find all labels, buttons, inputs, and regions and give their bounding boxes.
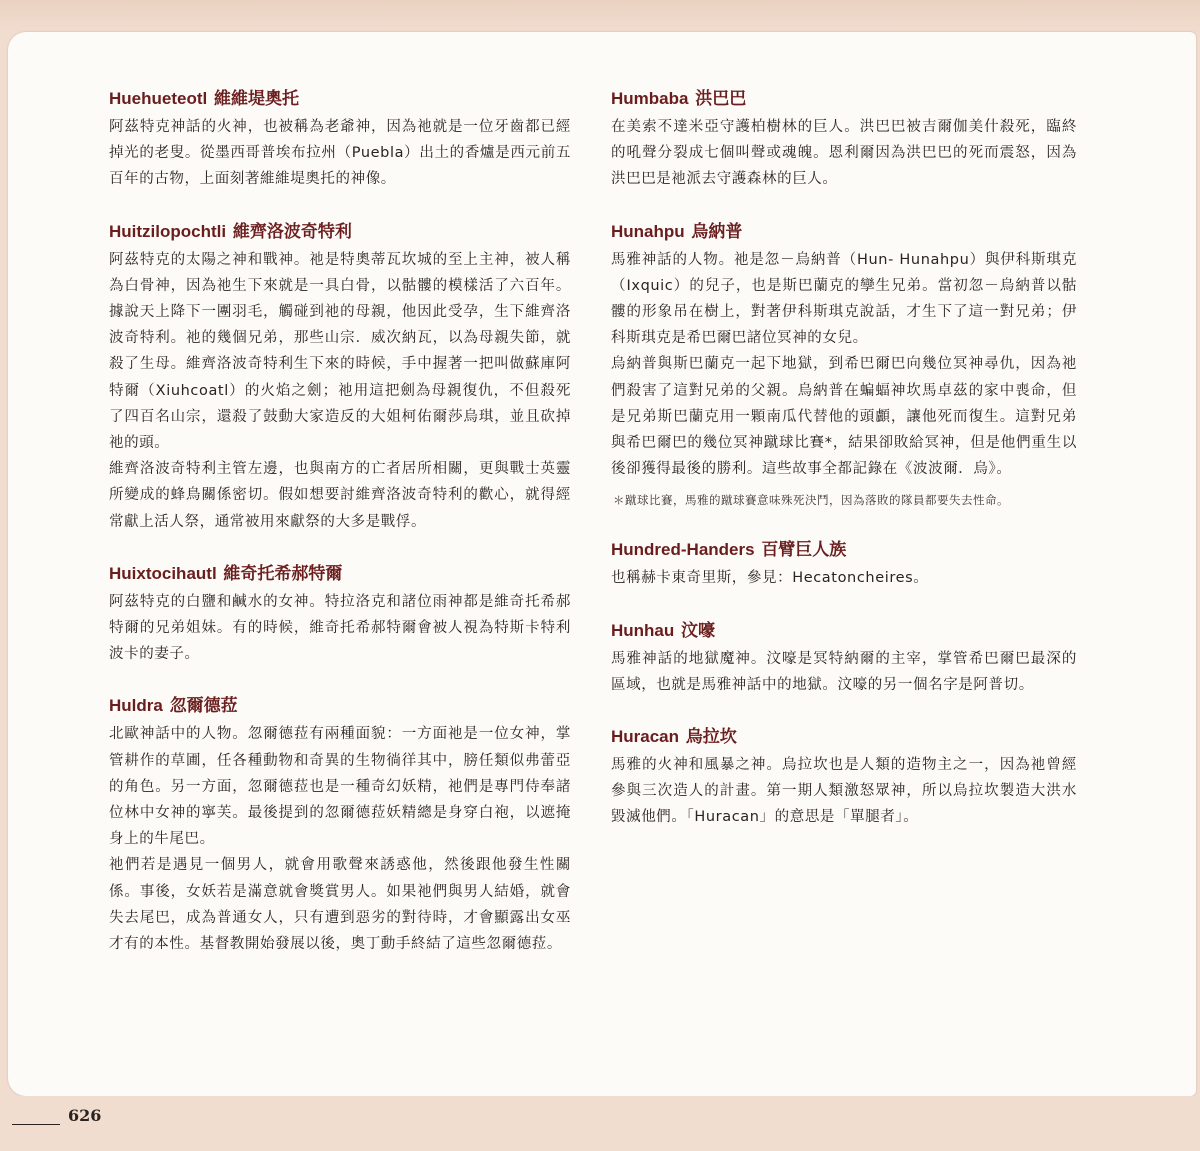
entry-paragraph: 阿茲特克神話的火神，也被稱為老爺神，因為祂就是一位牙齒都已經掉光的老叟。從墨西哥普埃布拉州（Puebla）出土的香爐是西元前五百年的古物，上面刻著維維堤奧托的神像。 xyxy=(109,119,571,188)
entry-chinese-name: 烏納普 xyxy=(691,221,743,241)
page-number-rule xyxy=(12,1124,60,1125)
entry-paragraph: 祂們若是遇見一個男人，就會用歌聲來誘惑他，然後跟他發生性關係。事後，女妖若是滿意就會獎賞男人。如果祂們與男人結婚，就會失去尾巴，成為普通女人，只有遭到惡劣的對待時，才會顯露出女巫才有的本性。基督教開始發展以後，奧丁動手終結了這些忽爾德菈。 xyxy=(109,857,571,953)
entry-paragraph: 烏納普與斯巴蘭克一起下地獄，到希巴爾巴向幾位冥神尋仇，因為祂們殺害了這對兄弟的父親。烏納普在蝙蝠神坎馬卓茲的家中喪命，但是兄弟斯巴蘭克用一顆南瓜代替他的頭顱，讓他死而復生。這對兄弟與希巴爾巴的幾位冥神蹴球比賽*，結果卻敗給冥神，但是他們重生以後卻獲得最後的勝利。這些故事全都記錄在《波波爾．烏》。 xyxy=(611,356,1077,478)
entry-chinese-name: 維齊洛波奇特利 xyxy=(232,221,352,241)
entry-paragraph: 也稱赫卡東奇里斯，參見：Hecatoncheires。 xyxy=(611,570,929,587)
entry-paragraph: 維齊洛波奇特利主管左邊，也與南方的亡者居所相關，更與戰士英靈所變成的蜂鳥關係密切。假如想要討維齊洛波奇特利的歡心，就得經常獻上活人祭，通常被用來獻祭的大多是戰俘。 xyxy=(109,461,571,530)
book-page xyxy=(8,32,1196,1096)
entry-title xyxy=(611,539,1077,561)
entry-hundred-handers xyxy=(611,539,1077,591)
entry-title xyxy=(611,221,1077,243)
entry-chinese-name: 百臂巨人族 xyxy=(761,540,847,560)
entry-title xyxy=(109,563,571,585)
entry-huldra xyxy=(109,695,571,957)
page-bottom-margin xyxy=(0,1096,1200,1151)
entry-paragraph: 馬雅神話的地獄魔神。汶嚎是冥特納爾的主宰，掌管希巴爾巴最深的區域，也就是馬雅神話中的地獄。汶嚎的另一個名字是阿普切。 xyxy=(611,650,1077,693)
entry-term: Huehueteotl xyxy=(109,89,208,108)
entry-term: Huitzilopochtli xyxy=(109,221,227,241)
entry-chinese-name: 洪巴巴 xyxy=(695,89,747,108)
entry-title xyxy=(109,88,571,110)
entry-paragraph: 在美索不達米亞守護柏樹林的巨人。洪巴巴被吉爾伽美什殺死，臨終的吼聲分裂成七個叫聲或魂魄。恩利爾因為洪巴巴的死而震怒，因為洪巴巴是祂派去守護森林的巨人。 xyxy=(611,119,1077,188)
right-column xyxy=(611,88,1077,831)
entry-term: Huldra xyxy=(109,696,163,716)
left-column xyxy=(109,88,571,957)
entry-humbaba xyxy=(611,88,1077,193)
entry-huehueteotl xyxy=(109,88,571,193)
entry-hunahpu xyxy=(611,221,1077,512)
entry-paragraph: 阿茲特克的太陽之神和戰神。祂是特奧蒂瓦坎城的至上主神，被人稱為白骨神，因為祂生下來就是一具白骨，以骷髏的模樣活了六百年。據說天上降下一團羽毛，觸碰到祂的母親，他因此受孕，生下維齊洛波奇特利。祂的幾個兄弟，那些山宗．威次納瓦，以為母親失節，就殺了生母。維齊洛波奇特利生下來的時候，手中握著一把叫做蘇庫阿特爾（Xiuhcoatl）的火焰之劍；祂用這把劍為母親復仇，不但殺死了四百名山宗，還殺了鼓動大家造反的大姐柯佑爾莎烏琪，並且砍掉祂的頭。 xyxy=(109,251,571,452)
entry-title xyxy=(611,726,1077,748)
entry-hunhau xyxy=(611,620,1077,698)
entry-term: Hunahpu xyxy=(611,221,685,241)
entry-term: Huracan xyxy=(611,727,680,747)
entry-paragraph: 北歐神話中的人物。忽爾德菈有兩種面貌：一方面祂是一位女神，掌管耕作的草圃，任各種動物和奇異的生物徜徉其中，膀任類似弗蕾亞的角色。另一方面，忽爾德菈也是一種奇幻妖精，祂們是專門侍奉諸位林中女神的寧芙。最後提到的忽爾德菈妖精總是身穿白袍，以遮掩身上的牛尾巴。 xyxy=(109,726,571,848)
footnote: ＊蹴球比賽，馬雅的蹴球賽意味殊死決鬥，因為落敗的隊員都要失去性命。 xyxy=(613,493,1009,508)
entry-chinese-name: 維奇托希郝特爾 xyxy=(223,563,343,583)
entry-term: Hunhau xyxy=(611,620,675,640)
entry-term: Huixtocihautl xyxy=(109,563,217,583)
entry-title xyxy=(611,88,1077,110)
entry-title xyxy=(611,620,1077,642)
entry-huracan xyxy=(611,726,1077,831)
entry-chinese-name: 汶嚎 xyxy=(681,620,716,640)
entry-paragraph: 馬雅的火神和風暴之神。烏拉坎也是人類的造物主之一，因為祂曾經參與三次造人的計畫。第一期人類激怒眾神，所以烏拉坎製造大洪水毀滅他們。「Huracan」的意思是「單腿者」。 xyxy=(611,757,1077,826)
entry-chinese-name: 烏拉坎 xyxy=(685,727,737,747)
entry-paragraph: 馬雅神話的人物。祂是忽－烏納普（Hun- Hunahpu）與伊科斯琪克（Ixquic）的兒子，也是斯巴蘭克的孿生兄弟。當初忽－烏納普以骷髏的形象吊在樹上，對著伊科斯琪克說話，才生下了這一對兄弟；伊科斯琪克是希巴爾巴諸位冥神的女兒。 xyxy=(611,251,1077,347)
entry-chinese-name: 忽爾德菈 xyxy=(169,696,238,716)
entry-term: Humbaba xyxy=(611,89,689,108)
entry-chinese-name: 維維堤奧托 xyxy=(213,89,299,108)
entry-huixtocihautl xyxy=(109,563,571,668)
entry-paragraph: 阿茲特克的白鹽和鹹水的女神。特拉洛克和諸位雨神都是維奇托希郝特爾的兄弟姐妹。有的時候，維奇托希郝特爾會被人視為特斯卡特利波卡的妻子。 xyxy=(109,593,571,663)
entry-title xyxy=(109,221,571,243)
entry-huitzilopochtli xyxy=(109,221,571,535)
page-top-edge xyxy=(0,0,1200,34)
entry-title xyxy=(109,695,571,717)
page-number: 626 xyxy=(68,1106,102,1125)
entry-term: Hundred-Handers xyxy=(611,540,755,560)
